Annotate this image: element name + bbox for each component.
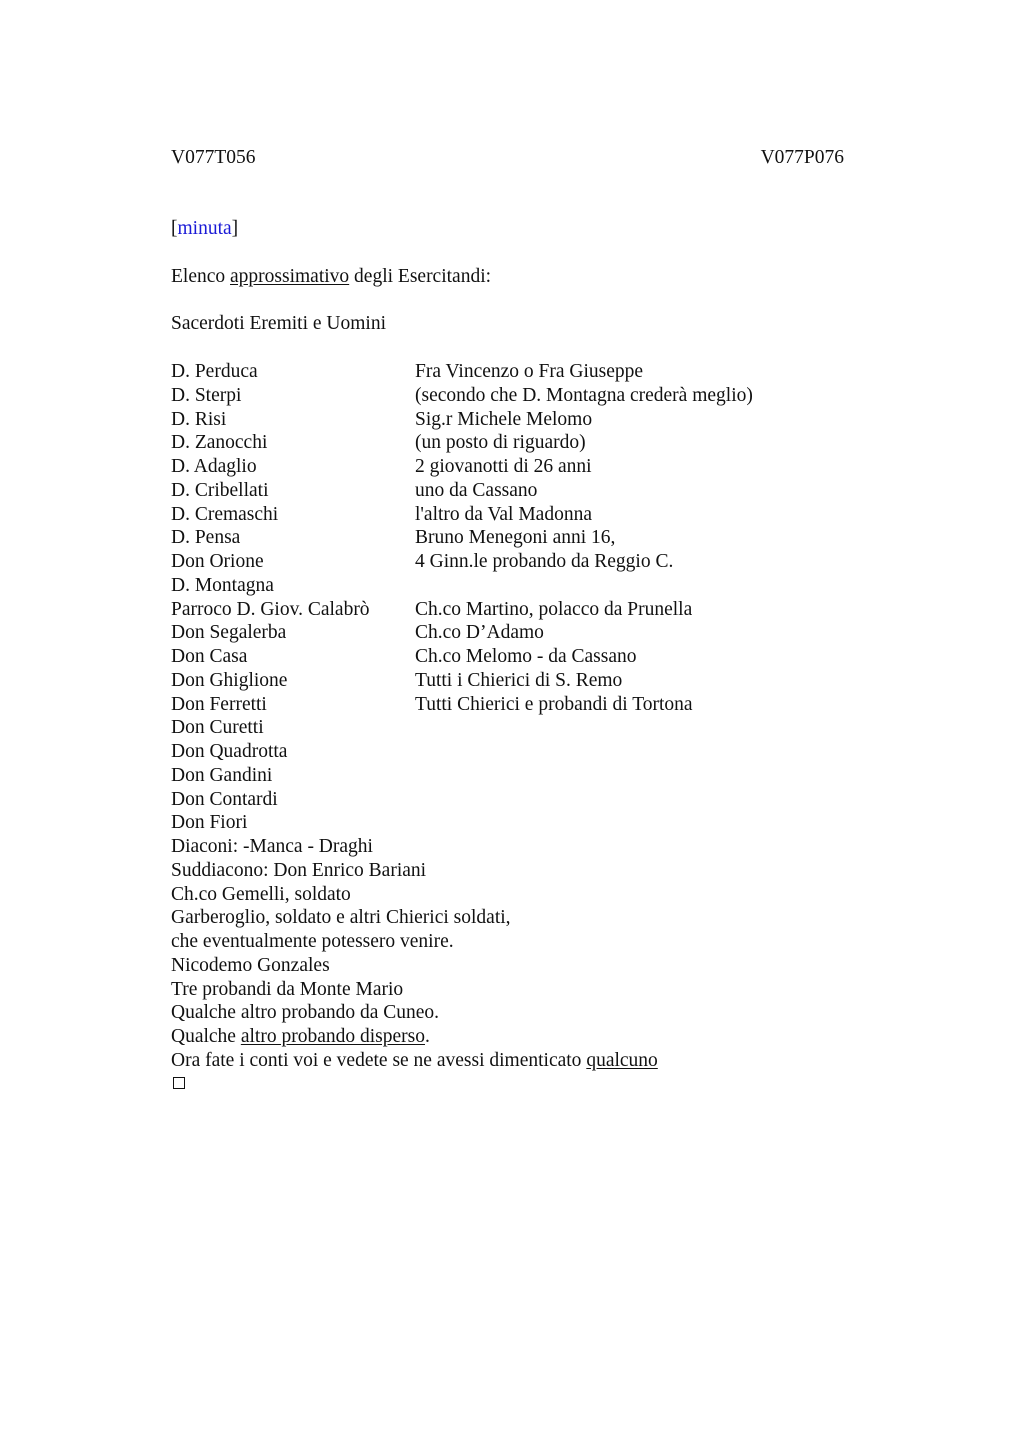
priest-name: D. Montagna [171,574,274,596]
priest-name: Don Gandini [171,764,273,786]
priest-name: D. Sterpi [171,384,242,406]
section-subtitle: Sacerdoti Eremiti e Uomini [171,313,386,334]
underlined-word: qualcuno [586,1049,658,1071]
companion-entry: (secondo che D. Montagna crederà meglio) [415,384,753,406]
companion-entry: Ch.co D’Adamo [415,622,544,644]
minuta-tag [171,217,238,241]
priest-name: Don Quadrotta [171,741,288,762]
priest-name: D. Risi [171,408,227,430]
companion-entry: Fra Vincenzo o Fra Giuseppe [415,361,644,382]
companion-entry: Bruno Menegoni anni 16, [415,527,616,549]
minuta-close-bracket: ] [231,218,239,239]
companion-entry: Tutti Chierici e probandi di Tortona [415,693,693,715]
document-code-right: V077P076 [760,147,844,168]
intro-text-before: Elenco [171,266,231,287]
priest-name: Don Segalerba [171,622,287,644]
priest-name: Don Casa [171,646,248,667]
companion-entry: l'altro da Val Madonna [415,503,592,525]
list-item [171,1025,658,1049]
underlined-phrase: altro probando disperso [240,1026,425,1047]
priest-name: D. Perduca [171,361,258,382]
priest-name: D. Zanocchi [171,432,268,454]
list-item: Garberoglio, soldato e altri Chierici soldati, [171,907,511,929]
priest-name: D. Pensa [171,527,241,549]
companion-entry: Ch.co Melomo - da Cassano [415,646,637,667]
list-item: Qualche altro probando da Cuneo. [171,1002,440,1024]
priest-name: Don Contardi [171,788,278,810]
text-before: Qualche [171,1026,241,1047]
list-item: Ch.co Gemelli, soldato [171,883,351,905]
subdeacon-line: Suddiacono: Don Enrico Bariani [171,859,427,881]
companion-entry: Ch.co Martino, polacco da Prunella [415,598,693,620]
minuta-link[interactable]: minuta [177,218,232,239]
companion-entry: Sig.r Michele Melomo [415,408,593,430]
companion-entry: Tutti i Chierici di S. Remo [415,669,623,691]
additional-attendees [171,835,658,1073]
intro-line [171,265,491,289]
priest-name: Don Fiori [171,812,248,834]
companion-entry: (un posto di riguardo) [415,432,586,454]
deacons-line: Diaconi: -Manca - Draghi [171,836,373,857]
square-box-icon [173,1077,185,1089]
companion-entry: 4 Ginn.le probando da Reggio C. [415,551,674,572]
priest-name: Parroco D. Giov. Calabrò [171,598,370,620]
priest-name: Don Curetti [171,717,264,739]
priest-name: D. Adaglio [171,456,257,477]
intro-text-after: degli Esercitandi: [349,266,492,287]
priest-name: Don Orione [171,551,264,572]
list-item: Tre probandi da Monte Mario [171,978,404,1000]
priest-name: D. Cremaschi [171,503,279,525]
closing-line [171,1049,658,1073]
text-after: . [424,1026,430,1047]
minuta-open-bracket: [ [171,218,178,239]
companion-entry: 2 giovanotti di 26 anni [415,456,592,477]
text-before: Ora fate i conti voi e vedete se ne avessi dimenticato [171,1049,587,1071]
list-item: Nicodemo Gonzales [171,954,330,976]
priest-name: Don Ghiglione [171,669,288,691]
priest-name: Don Ferretti [171,693,267,715]
companion-entry: uno da Cassano [415,479,538,501]
priest-name: D. Cribellati [171,479,269,501]
list-item: che eventualmente potessero venire. [171,931,454,952]
document-code-left: V077T056 [171,147,256,168]
intro-underlined-word: approssimativo [230,266,350,287]
